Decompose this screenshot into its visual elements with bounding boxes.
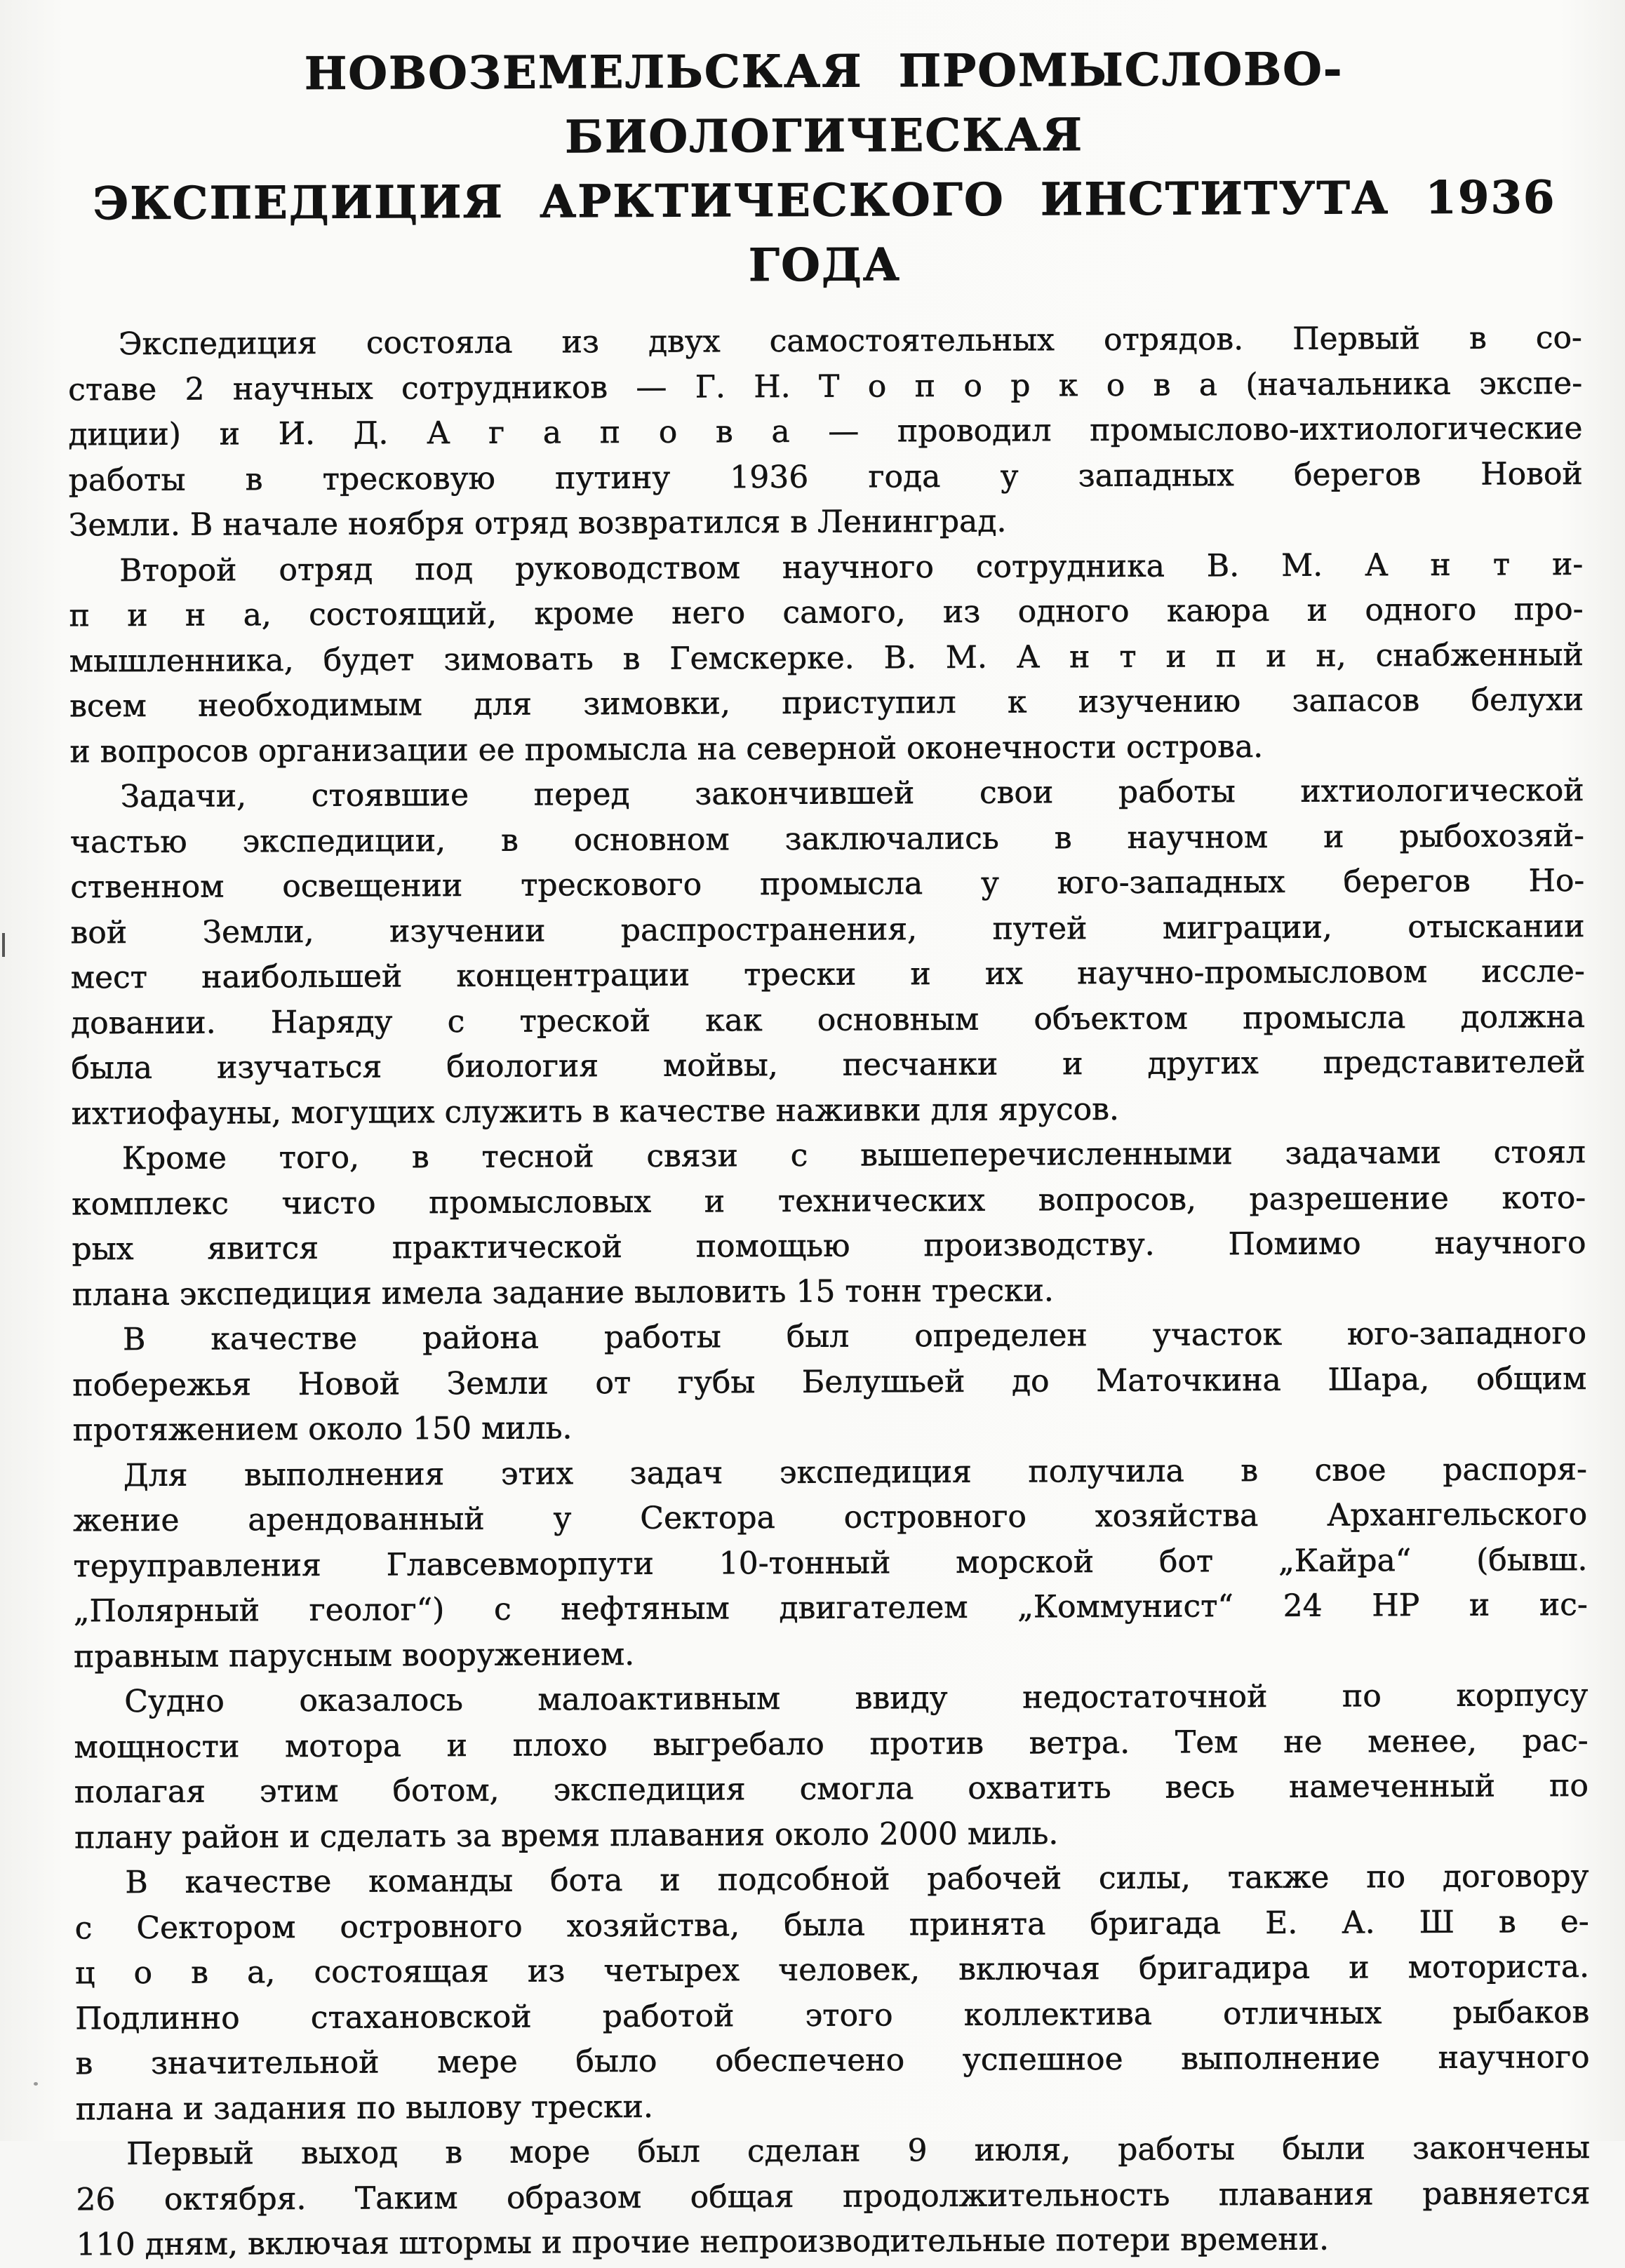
text-line: ихтиофауны, могущих служить в качестве наживки для ярусов. bbox=[71, 1091, 1120, 1132]
scan-artifact bbox=[34, 2082, 38, 2086]
text-line: п и н а, состоящий, кроме него самого, из одного каюра и одного про- bbox=[69, 591, 1584, 634]
text-line: плану район и сделать за время плавания около 2000 миль. bbox=[74, 1815, 1059, 1856]
paragraph bbox=[73, 1447, 1588, 1679]
document-title bbox=[67, 36, 1582, 301]
text-line: В качестве района работы был определен участок юго-западного bbox=[122, 1315, 1587, 1358]
text-line: „Полярный геолог“) с нефтяным двигателем „Коммунист“ 24 НР и ис- bbox=[73, 1586, 1588, 1630]
text-line: плана экспедиция имела задание выловить 15 тонн трески. bbox=[72, 1272, 1054, 1313]
paragraph bbox=[72, 1311, 1587, 1454]
document-content bbox=[67, 36, 1591, 2268]
text-line: довании. Наряду с треской как основным объектом промысла должна bbox=[71, 998, 1586, 1041]
text-line: ц о в а, состоящая из четырех человек, включая бригадира и моториста. bbox=[74, 1948, 1590, 1992]
text-line: мест наибольшей концентрации трески и их научно-промысловом иссле- bbox=[70, 953, 1585, 996]
text-line: комплекс чисто промысловых и технических вопросов, разрешение кото- bbox=[72, 1179, 1586, 1222]
text-line: мышленника, будет зимовать в Гемскерке. В. М. А н т и п и н, снабженный bbox=[69, 636, 1584, 679]
text-line: Второй отряд под руководством научного сотрудника В. М. А н т и- bbox=[119, 546, 1584, 589]
text-line: и вопросов организации ее промысла на северной оконечности острова. bbox=[69, 728, 1264, 770]
text-line: теруправления Главсевморпути 10-тонный морской бот „Кайра“ (бывш. bbox=[73, 1541, 1588, 1584]
text-line: 26 октября. Таким образом общая продолжительность плавания равняется bbox=[76, 2175, 1591, 2217]
text-line: Первый выход в море был сделан 9 июля, работы были закончены bbox=[126, 2129, 1591, 2173]
text-line: Кроме того, в тесной связи с вышеперечисленными задачами стоял bbox=[121, 1134, 1586, 1177]
text-line: Земли. В начале ноября отряд возвратился в Ленинград. bbox=[68, 503, 1007, 544]
text-line: с Сектором островного хозяйства, была принята бригада Е. А. Ш в е- bbox=[74, 1903, 1589, 1946]
text-line: Подлинно стахановской работой этого коллектива отличных рыбаков bbox=[75, 1994, 1590, 2036]
paragraph bbox=[68, 316, 1583, 549]
text-line: в значительной мере было обеспечено успешное выполнение научного bbox=[75, 2039, 1590, 2082]
text-line: побережья Новой Земли от губы Белушьей до Маточкина Шара, общим bbox=[72, 1360, 1587, 1403]
text-line: В качестве команды бота и подсобной рабочей силы, также по договору bbox=[125, 1858, 1589, 1901]
scan-artifact bbox=[2, 933, 5, 957]
text-line: плана и задания по вылову трески. bbox=[75, 2088, 653, 2127]
text-line: правным парусным вооружением. bbox=[73, 1636, 635, 1675]
title-line-1: НОВОЗЕМЕЛЬСКАЯ ПРОМЫСЛОВО-БИОЛОГИЧЕСКАЯ bbox=[304, 43, 1344, 164]
paragraph bbox=[76, 2126, 1591, 2268]
title-line-2: ЭКСПЕДИЦИЯ АРКТИЧЕСКОГО ИНСТИТУТА 1936 ГОДА bbox=[93, 171, 1556, 293]
paragraph bbox=[69, 542, 1584, 774]
text-line: Экспедиция состояла из двух самостоятельных отрядов. Первый в со- bbox=[118, 319, 1582, 363]
text-line: ственном освещении трескового промысла у юго-западных берегов Но- bbox=[70, 862, 1585, 906]
text-line: 110 дням, включая штормы и прочие непроизводительные потери времени. bbox=[76, 2221, 1330, 2263]
paragraph bbox=[70, 768, 1586, 1136]
text-line: частью экспедиции, в основном заключались в научном и рыбохозяй- bbox=[69, 817, 1585, 860]
text-line: протяжением около 150 миль. bbox=[72, 1410, 573, 1449]
text-line: была изучаться биология мойвы, песчанки и других представителей bbox=[71, 1043, 1586, 1087]
document-body bbox=[68, 316, 1591, 2268]
text-line: диции) и И. Д. А г а п о в а — проводил промыслово-ихтиологические bbox=[68, 410, 1583, 453]
text-line: Судно оказалось малоактивным ввиду недостаточной по корпусу bbox=[124, 1677, 1589, 1720]
text-line: полагая этим ботом, экспедиция смогла охватить весь намеченный по bbox=[74, 1767, 1589, 1811]
paragraph bbox=[74, 1854, 1590, 2132]
text-line: Задачи, стоявшие перед закончившей свои работы ихтиологической bbox=[120, 772, 1584, 815]
text-line: всем необходимым для зимовки, приступил к изучению запасов белухи bbox=[69, 681, 1584, 725]
text-line: вой Земли, изучении распространения, путей миграции, отыскании bbox=[70, 908, 1585, 951]
text-line: рых явится практической помощью производству. Помимо научного bbox=[72, 1224, 1586, 1268]
paragraph bbox=[72, 1130, 1586, 1317]
text-line: жение арендованный у Сектора островного хозяйства Архангельского bbox=[73, 1496, 1588, 1539]
text-line: ставе 2 научных сотрудников — Г. Н. Т о п о р к о в а (начальника экспе- bbox=[68, 365, 1583, 408]
text-line: Для выполнения этих задач экспедиция получила в свое распоря- bbox=[123, 1451, 1588, 1494]
paragraph bbox=[74, 1673, 1589, 1860]
text-line: работы в тресковую путину 1936 года у западных берегов Новой bbox=[68, 455, 1583, 498]
text-line: мощности мотора и плохо выгребало против ветра. Тем не менее, рас- bbox=[74, 1722, 1589, 1765]
